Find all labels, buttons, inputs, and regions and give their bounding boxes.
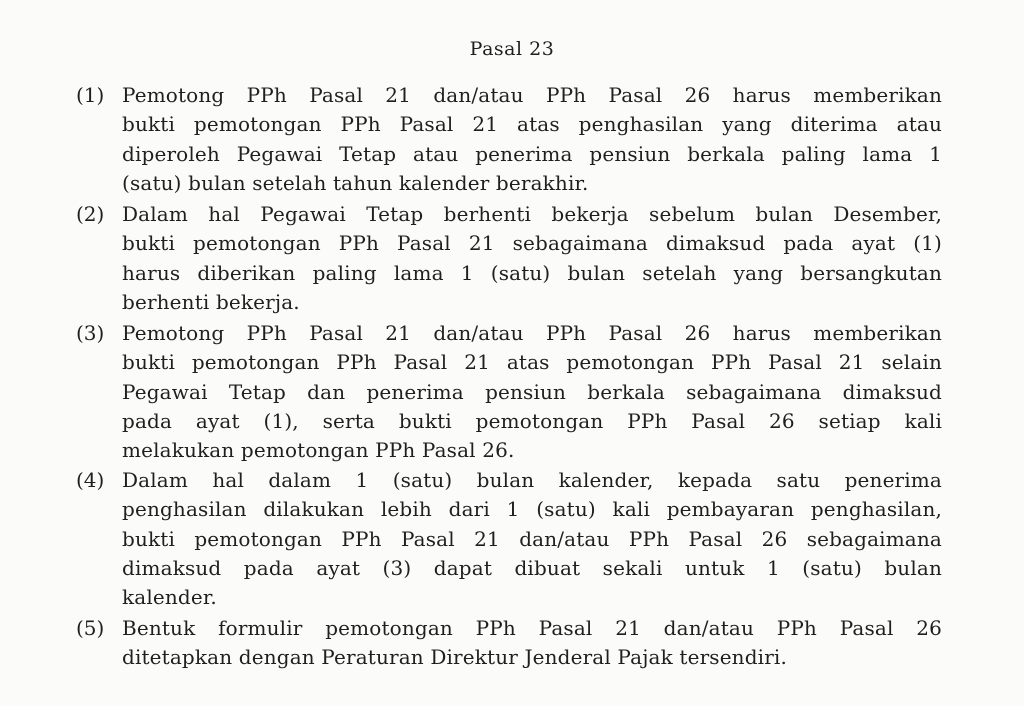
- clause-line: Dalam hal Pegawai Tetap berhenti bekerja sebelum bulan Desember,: [122, 202, 942, 226]
- clause-line: diperoleh Pegawai Tetap atau penerima pensiun berkala paling lama 1: [122, 141, 942, 166]
- clause-line: kalender.: [122, 585, 217, 610]
- clause-number: (2): [76, 202, 105, 226]
- clause-line: ditetapkan dengan Peraturan Direktur Jenderal Pajak tersendiri.: [122, 645, 787, 670]
- clause-line: penghasilan dilakukan lebih dari 1 (satu) kali pembayaran penghasilan,: [122, 497, 942, 522]
- clause-text: [122, 466, 942, 612]
- clause-line: melakukan pemotongan PPh Pasal 26.: [122, 438, 515, 463]
- clause-line: bukti pemotongan PPh Pasal 21 dan/atau PPh Pasal 26 sebagaimana: [122, 526, 942, 551]
- clause-3: [76, 319, 942, 465]
- clause-4: [76, 466, 942, 612]
- clause-line: bukti pemotongan PPh Pasal 21 atas penghasilan yang diterima atau: [122, 112, 942, 137]
- clause-line: Pemotong PPh Pasal 21 dan/atau PPh Pasal 26 harus memberikan: [122, 83, 942, 107]
- clause-5: [76, 614, 942, 673]
- clause-line: dimaksud pada ayat (3) dapat dibuat sekali untuk 1 (satu) bulan: [122, 555, 942, 580]
- clause-line: bukti pemotongan PPh Pasal 21 sebagaimana dimaksud pada ayat (1): [122, 231, 942, 256]
- clause-line: Dalam hal dalam 1 (satu) bulan kalender, kepada satu penerima: [122, 468, 942, 492]
- clause-line: Bentuk formulir pemotongan PPh Pasal 21 dan/atau PPh Pasal 26: [122, 616, 942, 640]
- clause-line: pada ayat (1), serta bukti pemotongan PPh Pasal 26 setiap kali: [122, 408, 942, 433]
- clause-line: Pegawai Tetap dan penerima pensiun berkala sebagaimana dimaksud: [122, 379, 942, 404]
- clause-number: (3): [76, 321, 105, 345]
- clause-text: [122, 614, 942, 673]
- clause-1: [76, 81, 942, 198]
- clause-line: (satu) bulan setelah tahun kalender berakhir.: [122, 170, 589, 195]
- article-title: Pasal 23: [469, 38, 555, 60]
- clause-number: (1): [76, 83, 105, 107]
- clause-number: (4): [76, 468, 105, 492]
- clause-number: (5): [76, 616, 105, 640]
- clause-line: Pemotong PPh Pasal 21 dan/atau PPh Pasal 26 harus memberikan: [122, 321, 942, 345]
- clause-2: [76, 200, 942, 317]
- clause-text: [122, 319, 942, 465]
- clause-line: harus diberikan paling lama 1 (satu) bulan setelah yang bersangkutan: [122, 260, 942, 285]
- clause-text: [122, 81, 942, 198]
- clause-text: [122, 200, 942, 317]
- clause-line: bukti pemotongan PPh Pasal 21 atas pemotongan PPh Pasal 21 selain: [122, 350, 942, 375]
- clause-line: berhenti bekerja.: [122, 289, 300, 314]
